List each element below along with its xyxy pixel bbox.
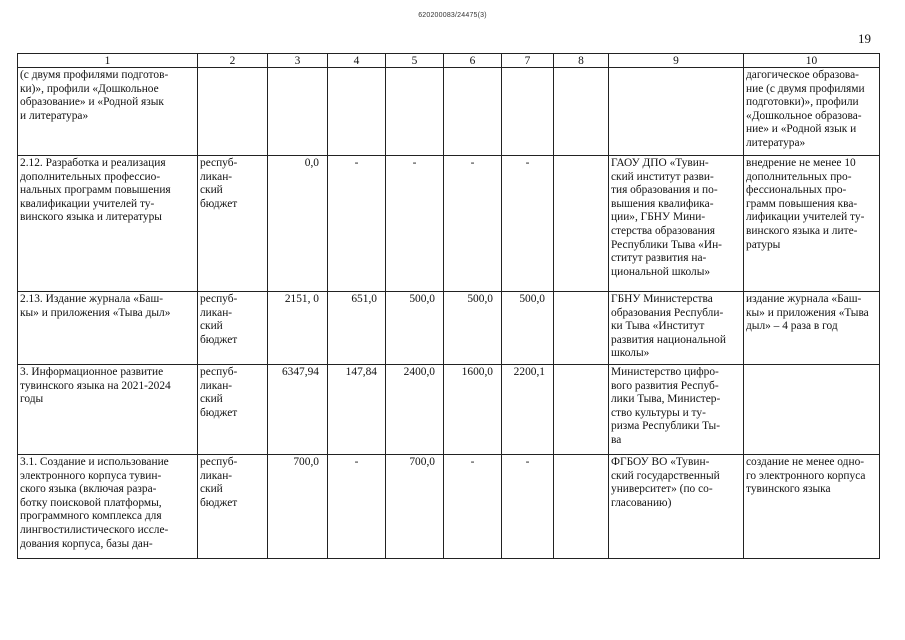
total-cell [268, 68, 328, 156]
table-row [18, 292, 880, 365]
year-cell: - [502, 455, 554, 559]
result-cell: создание не менее одно- го электронного корпуса тувинского языка [744, 455, 880, 559]
document-code: 620200083/24475(3) [418, 12, 487, 19]
column-header: 7 [502, 54, 554, 68]
year-cell: 2400,0 [386, 365, 444, 455]
empty-cell [554, 292, 609, 365]
result-cell: издание журнала «Баш- кы» и приложения «Тыва дыл» – 4 раза в год [744, 292, 880, 365]
year-cell: - [328, 455, 386, 559]
year-cell: - [444, 455, 502, 559]
year-cell: 500,0 [444, 292, 502, 365]
year-cell: - [386, 156, 444, 292]
column-header: 9 [609, 54, 744, 68]
year-cell: 147,84 [328, 365, 386, 455]
activity-cell: 3.1. Создание и использование электронного корпуса тувин- ского языка (включая разра- ботку поисковой платформы, программного комплекса для лингвостилистического иссле- дования корпуса, базы дан- [18, 455, 198, 559]
empty-cell [554, 365, 609, 455]
column-header: 8 [554, 54, 609, 68]
empty-cell [554, 455, 609, 559]
year-cell: 1600,0 [444, 365, 502, 455]
plan-table [17, 53, 880, 559]
year-cell: - [328, 156, 386, 292]
column-header: 10 [744, 54, 880, 68]
total-cell: 2151, 0 [268, 292, 328, 365]
page-number: 19 [858, 31, 871, 46]
table-row [18, 156, 880, 292]
year-cell: 651,0 [328, 292, 386, 365]
year-cell: 500,0 [502, 292, 554, 365]
table-row [18, 455, 880, 559]
result-cell: дагогическое образова- ние (с двумя профилями подготовки)», профили «Дошкольное образова- ние» и «Родной язык и литература» [744, 68, 880, 156]
column-header: 2 [198, 54, 268, 68]
year-cell: - [444, 156, 502, 292]
activity-cell: (с двумя профилями подготов- ки)», профили «Дошкольное образование» и «Родной язык и литература» [18, 68, 198, 156]
year-cell [502, 68, 554, 156]
table-row [18, 365, 880, 455]
result-cell: внедрение не менее 10 дополнительных про- фессиональных про- грамм повышения ква- лификации учителей ту- винского языка и лите- ратуры [744, 156, 880, 292]
executor-cell [609, 68, 744, 156]
column-header: 3 [268, 54, 328, 68]
funding-source-cell [198, 68, 268, 156]
total-cell: 700,0 [268, 455, 328, 559]
year-cell: 2200,1 [502, 365, 554, 455]
year-cell: 700,0 [386, 455, 444, 559]
executor-cell: ФГБОУ ВО «Тувин- ский государственный университет» (по со- гласованию) [609, 455, 744, 559]
column-header: 1 [18, 54, 198, 68]
funding-source-cell: респуб- ликан- ский бюджет [198, 156, 268, 292]
year-cell [386, 68, 444, 156]
year-cell: - [502, 156, 554, 292]
year-cell [444, 68, 502, 156]
table-header-row [18, 54, 880, 68]
column-header: 6 [444, 54, 502, 68]
activity-cell: 3. Информационное развитие тувинского языка на 2021-2024 годы [18, 365, 198, 455]
executor-cell: ГБНУ Министерства образования Республи- ки Тыва «Институт развития национальной школы» [609, 292, 744, 365]
year-cell [328, 68, 386, 156]
total-cell: 6347,94 [268, 365, 328, 455]
executor-cell: Министерство цифро- вого развития Респуб- лики Тыва, Министер- ство культуры и ту- ризма Республики Ты- ва [609, 365, 744, 455]
funding-source-cell: респуб- ликан- ский бюджет [198, 365, 268, 455]
activity-cell: 2.13. Издание журнала «Баш- кы» и приложения «Тыва дыл» [18, 292, 198, 365]
funding-source-cell: респуб- ликан- ский бюджет [198, 292, 268, 365]
year-cell: 500,0 [386, 292, 444, 365]
empty-cell [554, 68, 609, 156]
activity-cell: 2.12. Разработка и реализация дополнительных профессио- нальных программ повышения квалификации учителей ту- винского языка и литературы [18, 156, 198, 292]
column-header: 5 [386, 54, 444, 68]
result-cell [744, 365, 880, 455]
empty-cell [554, 156, 609, 292]
funding-source-cell: респуб- ликан- ский бюджет [198, 455, 268, 559]
column-header: 4 [328, 54, 386, 68]
table-row [18, 68, 880, 156]
total-cell: 0,0 [268, 156, 328, 292]
executor-cell: ГАОУ ДПО «Тувин- ский институт разви- тия образования и по- вышения квалифика- ции», ГБНУ Мини- стерства образования Республики Тыва «Ин- ститут развития на- циональной школы» [609, 156, 744, 292]
